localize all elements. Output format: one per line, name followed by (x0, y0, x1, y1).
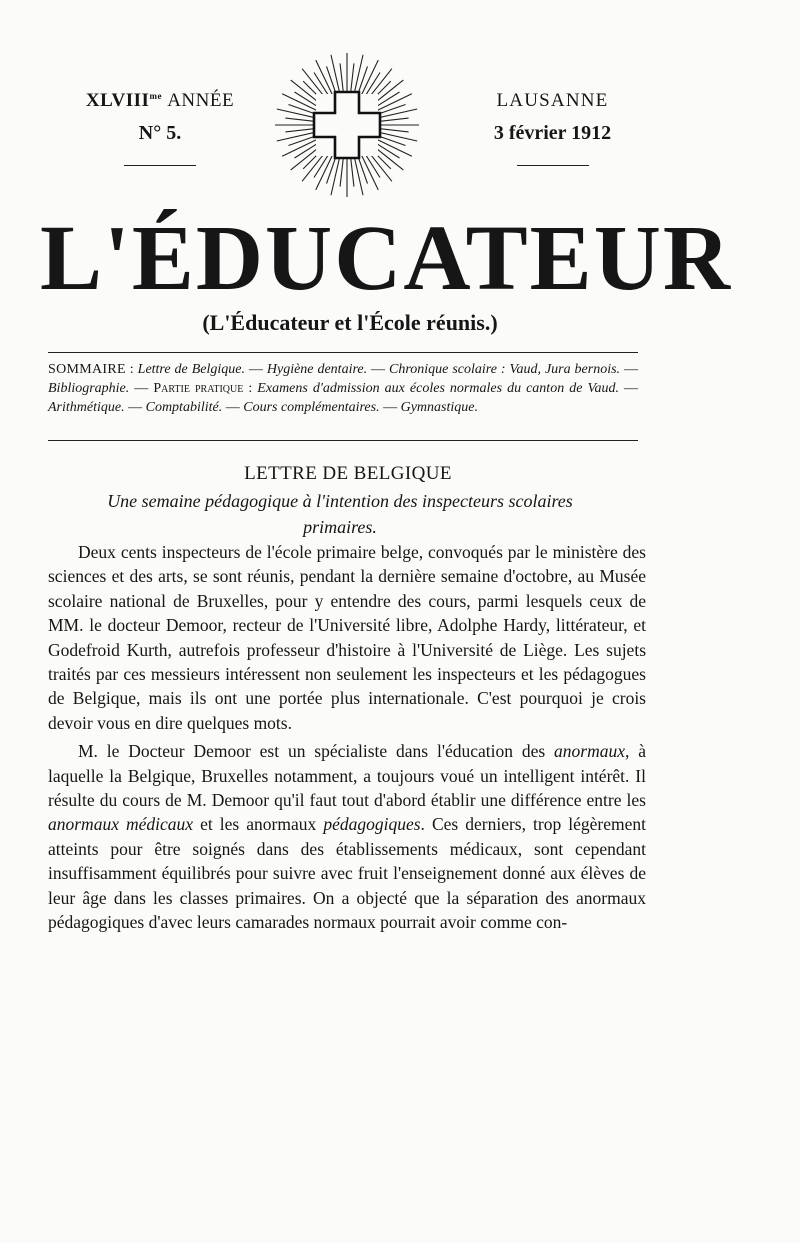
toc-item: Gymnastique. (400, 400, 478, 415)
toc-item: Examens d'admission aux écoles normales du canton de Vaud. (257, 381, 619, 396)
volume-number: XLVIII (85, 90, 150, 111)
swiss-cross-sunburst-icon (272, 50, 422, 200)
partie-label: Partie pratique (153, 381, 244, 396)
toc-item: Bibliographie. (48, 381, 130, 396)
toc-dash: — (124, 400, 146, 415)
sommaire-separator: : (125, 362, 138, 377)
header-rule-right (517, 165, 589, 166)
issue-number: N° 5. (138, 122, 182, 144)
toc-dash: — (367, 362, 390, 377)
article-subtitle: Une semaine pédagogique à l'intention des inspecteurs scolaires primaires. (107, 491, 573, 537)
masthead-subtitle: (L'Éducateur et l'École réunis.) (202, 310, 498, 335)
toc-item: Comptabilité. (145, 400, 223, 415)
sunburst-ray (331, 158, 339, 195)
sommaire-rule-bottom (48, 440, 638, 441)
text-run: . Ces derniers, trop légèrement atteints pour être soignés dans des établissements médicaux, sont cependant insuffisamment équilibrés pour suivre avec fruit l'enseignement donné aux élèves de leur âge dans les classes primaires. On a objecté que la séparation des anormaux pédagogiques d'avec leurs camarades normaux pourrait avoir comme con- (48, 814, 646, 933)
header-right (450, 90, 655, 166)
sunburst-ray (380, 133, 417, 141)
emphasis: anormaux médicaux (48, 814, 194, 835)
city: LAUSANNE (496, 90, 609, 111)
sommaire-rule-top (48, 352, 638, 353)
sunburst-ray (285, 129, 313, 132)
sunburst-ray (277, 109, 314, 117)
paragraph: Deux cents inspecteurs de l'école primaire belge, convoqués par le ministère des sciences et des arts, se sont réunis, pendant la dernière semaine d'octobre, au Musée scolaire national de Bruxelles, pour y entendre des cours, parmi lesquels ceux de MM. le docteur Demoor, recteur de l'Université libre, Adolphe Hardy, littérateur, et Godefroid Kurth, autrefois professeur d'histoire à l'Université de Liège. Les sujets traités par ces messieurs intéressent non seulement les inspecteurs et les pédagogues de Belgique, mais ils ont une portée plus internationale. C'est pourquoi je crois devoir vous en dire quelques mots. (48, 542, 646, 733)
text-run: , à laquelle la Belgique, Bruxelles notamment, a toujours voué un intelligent intérêt. Il résulte du cours de M. Demoor qu'il faut tout d'abord établir une différence entre les (48, 741, 646, 811)
toc-dash: — (620, 362, 639, 377)
sunburst-ray (340, 159, 343, 187)
toc-item: Chronique scolaire : Vaud, Jura bernois. (389, 362, 621, 377)
sunburst-ray (331, 55, 339, 92)
sommaire-separator: : (243, 381, 258, 396)
toc-dash: — (129, 381, 154, 396)
sunburst-ray (381, 118, 409, 121)
sunburst-ray (285, 118, 313, 121)
volume-label: ANNÉE (167, 90, 235, 111)
text-run: et les anormaux (193, 814, 324, 835)
toc-item: Arithmétique. (48, 400, 125, 415)
emphasis: anormaux (554, 741, 625, 762)
toc-dash: — (244, 362, 267, 377)
article-title: LETTRE DE BELGIQUE (244, 463, 452, 484)
sunburst-ray (351, 159, 354, 187)
sunburst-ray (351, 63, 354, 91)
toc-dash: — (379, 400, 401, 415)
masthead-title: L'ÉDUCATEUR (40, 207, 733, 310)
toc-item: Hygiène dentaire. (266, 362, 368, 377)
header-rule-left (124, 165, 196, 166)
toc-dash: — (618, 381, 638, 396)
sunburst-ray (381, 129, 409, 132)
sunburst-ray (355, 158, 363, 195)
volume-line (60, 90, 260, 112)
emphasis: pédagogiques (323, 814, 421, 835)
sunburst-ray (355, 55, 363, 92)
sunburst-ray (277, 133, 314, 141)
paragraph (48, 739, 646, 934)
header-left (60, 90, 260, 166)
sunburst-ray (340, 63, 343, 91)
article-body (48, 540, 646, 935)
table-of-contents (48, 360, 638, 417)
toc-item: Lettre de Belgique. (137, 362, 245, 377)
sunburst-ray (380, 109, 417, 117)
text-run: M. le Docteur Demoor est un spécialiste dans l'éducation des (78, 741, 555, 762)
sommaire-label: SOMMAIRE (48, 362, 126, 377)
toc-item: Cours complémentaires. (243, 400, 380, 415)
volume-suffix: me (149, 91, 162, 101)
toc-dash: — (222, 400, 244, 415)
issue-date: 3 février 1912 (493, 122, 612, 144)
